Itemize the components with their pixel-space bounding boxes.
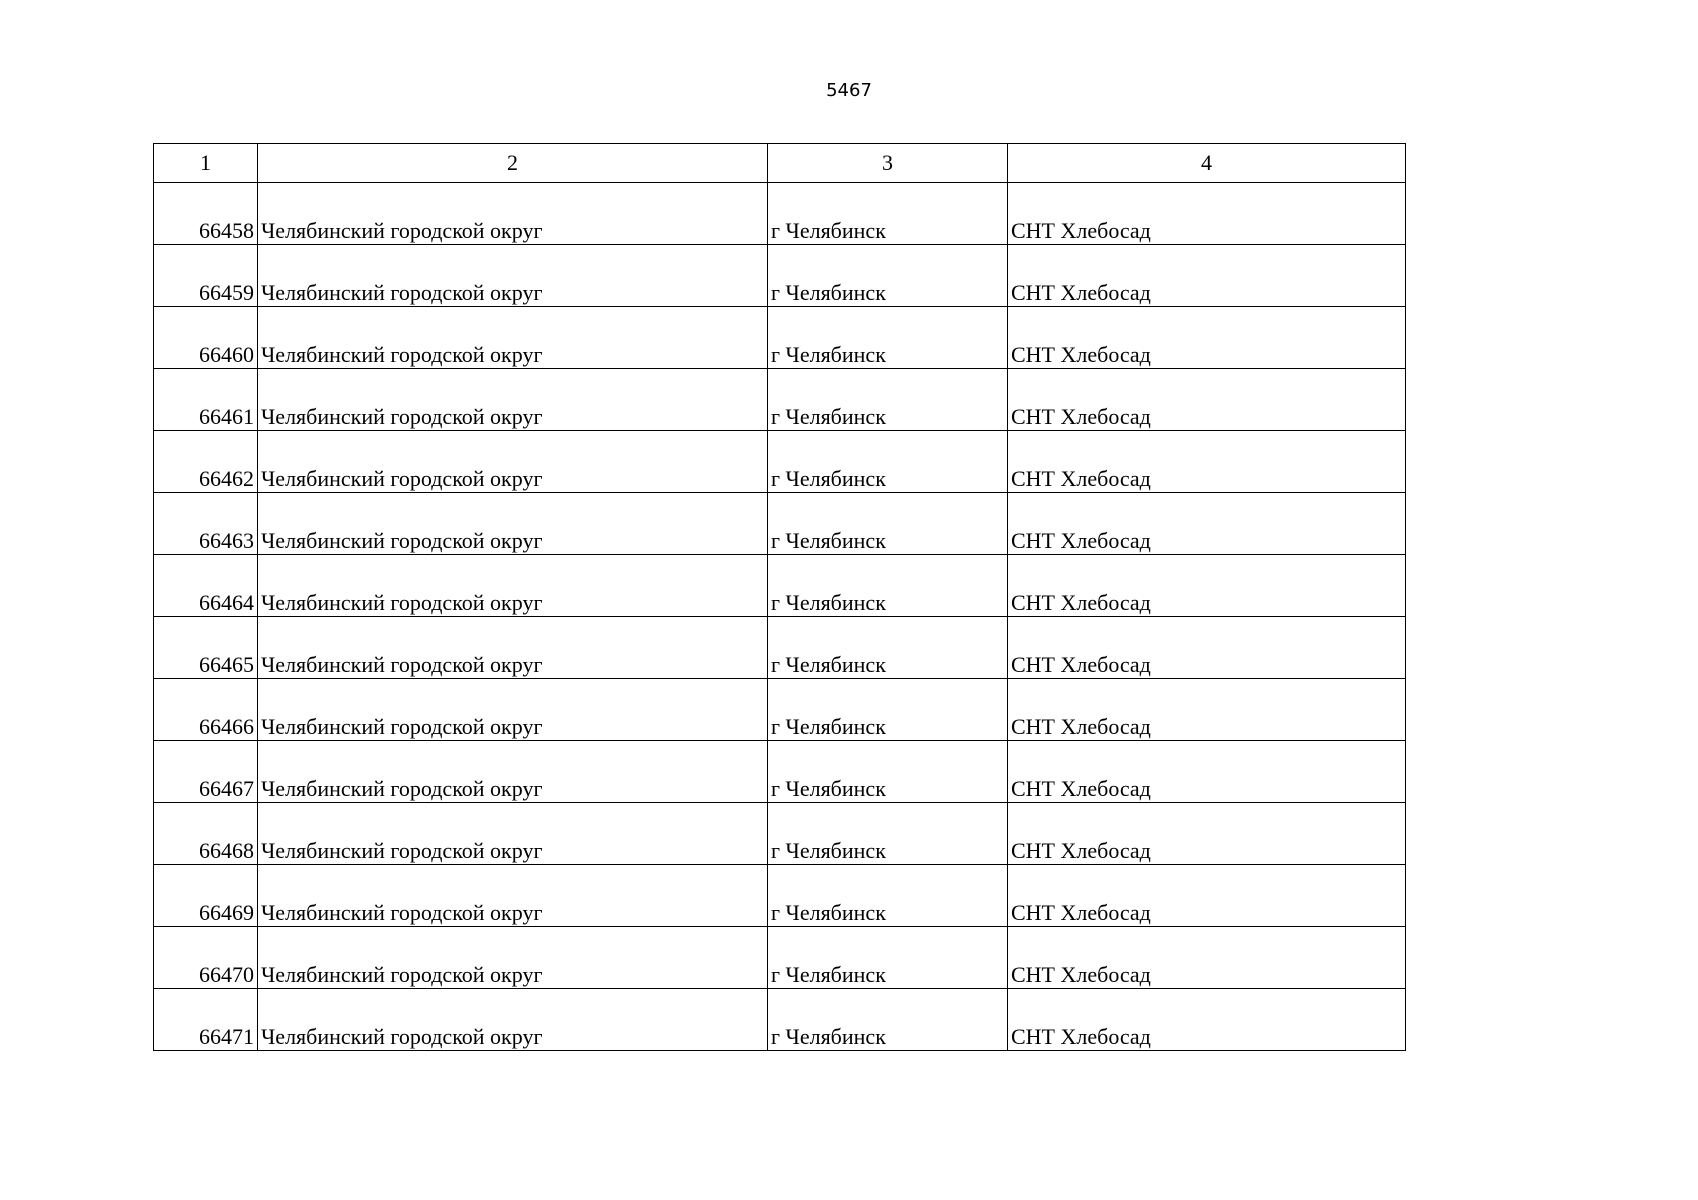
city-cell: г Челябинск [768, 927, 1008, 989]
table-row [154, 989, 1406, 1051]
settlement-cell: СНТ Хлебосад [1008, 555, 1406, 617]
district-cell: Челябинский городской округ [258, 307, 768, 369]
row-number-cell: 66467 [154, 741, 258, 803]
district-cell: Челябинский городской округ [258, 803, 768, 865]
table-row [154, 431, 1406, 493]
table-row [154, 679, 1406, 741]
city-cell: г Челябинск [768, 369, 1008, 431]
table-row [154, 555, 1406, 617]
settlement-cell: СНТ Хлебосад [1008, 741, 1406, 803]
table-body [154, 183, 1406, 1051]
settlement-cell: СНТ Хлебосад [1008, 803, 1406, 865]
city-cell: г Челябинск [768, 431, 1008, 493]
district-cell: Челябинский городской округ [258, 865, 768, 927]
district-cell: Челябинский городской округ [258, 183, 768, 245]
column-header-1: 1 [154, 144, 258, 183]
city-cell: г Челябинск [768, 679, 1008, 741]
district-cell: Челябинский городской округ [258, 245, 768, 307]
row-number-cell: 66464 [154, 555, 258, 617]
district-cell: Челябинский городской округ [258, 493, 768, 555]
table-row [154, 927, 1406, 989]
settlement-cell: СНТ Хлебосад [1008, 865, 1406, 927]
table-row [154, 741, 1406, 803]
settlement-cell: СНТ Хлебосад [1008, 245, 1406, 307]
column-header-2: 2 [258, 144, 768, 183]
table-row [154, 183, 1406, 245]
table-row [154, 803, 1406, 865]
column-header-4: 4 [1008, 144, 1406, 183]
district-cell: Челябинский городской округ [258, 679, 768, 741]
header-row [154, 144, 1406, 183]
row-number-cell: 66463 [154, 493, 258, 555]
settlement-cell: СНТ Хлебосад [1008, 369, 1406, 431]
row-number-cell: 66459 [154, 245, 258, 307]
city-cell: г Челябинск [768, 865, 1008, 927]
city-cell: г Челябинск [768, 989, 1008, 1051]
city-cell: г Челябинск [768, 245, 1008, 307]
settlement-cell: СНТ Хлебосад [1008, 989, 1406, 1051]
column-header-3: 3 [768, 144, 1008, 183]
city-cell: г Челябинск [768, 307, 1008, 369]
district-cell: Челябинский городской округ [258, 989, 768, 1051]
row-number-cell: 66471 [154, 989, 258, 1051]
district-cell: Челябинский городской округ [258, 431, 768, 493]
district-cell: Челябинский городской округ [258, 369, 768, 431]
row-number-cell: 66461 [154, 369, 258, 431]
row-number-cell: 66469 [154, 865, 258, 927]
registry-table [153, 143, 1406, 1051]
row-number-cell: 66468 [154, 803, 258, 865]
city-cell: г Челябинск [768, 803, 1008, 865]
settlement-cell: СНТ Хлебосад [1008, 307, 1406, 369]
table-row [154, 369, 1406, 431]
table-row [154, 493, 1406, 555]
settlement-cell: СНТ Хлебосад [1008, 431, 1406, 493]
table-row [154, 617, 1406, 679]
settlement-cell: СНТ Хлебосад [1008, 679, 1406, 741]
city-cell: г Челябинск [768, 183, 1008, 245]
settlement-cell: СНТ Хлебосад [1008, 927, 1406, 989]
city-cell: г Челябинск [768, 741, 1008, 803]
district-cell: Челябинский городской округ [258, 741, 768, 803]
city-cell: г Челябинск [768, 617, 1008, 679]
table-row [154, 865, 1406, 927]
row-number-cell: 66470 [154, 927, 258, 989]
row-number-cell: 66460 [154, 307, 258, 369]
city-cell: г Челябинск [768, 555, 1008, 617]
page-number: 5467 [826, 80, 872, 101]
row-number-cell: 66466 [154, 679, 258, 741]
settlement-cell: СНТ Хлебосад [1008, 183, 1406, 245]
district-cell: Челябинский городской округ [258, 555, 768, 617]
city-cell: г Челябинск [768, 493, 1008, 555]
row-number-cell: 66462 [154, 431, 258, 493]
settlement-cell: СНТ Хлебосад [1008, 493, 1406, 555]
settlement-cell: СНТ Хлебосад [1008, 617, 1406, 679]
district-cell: Челябинский городской округ [258, 617, 768, 679]
district-cell: Челябинский городской округ [258, 927, 768, 989]
table-row [154, 307, 1406, 369]
row-number-cell: 66458 [154, 183, 258, 245]
row-number-cell: 66465 [154, 617, 258, 679]
table-row [154, 245, 1406, 307]
